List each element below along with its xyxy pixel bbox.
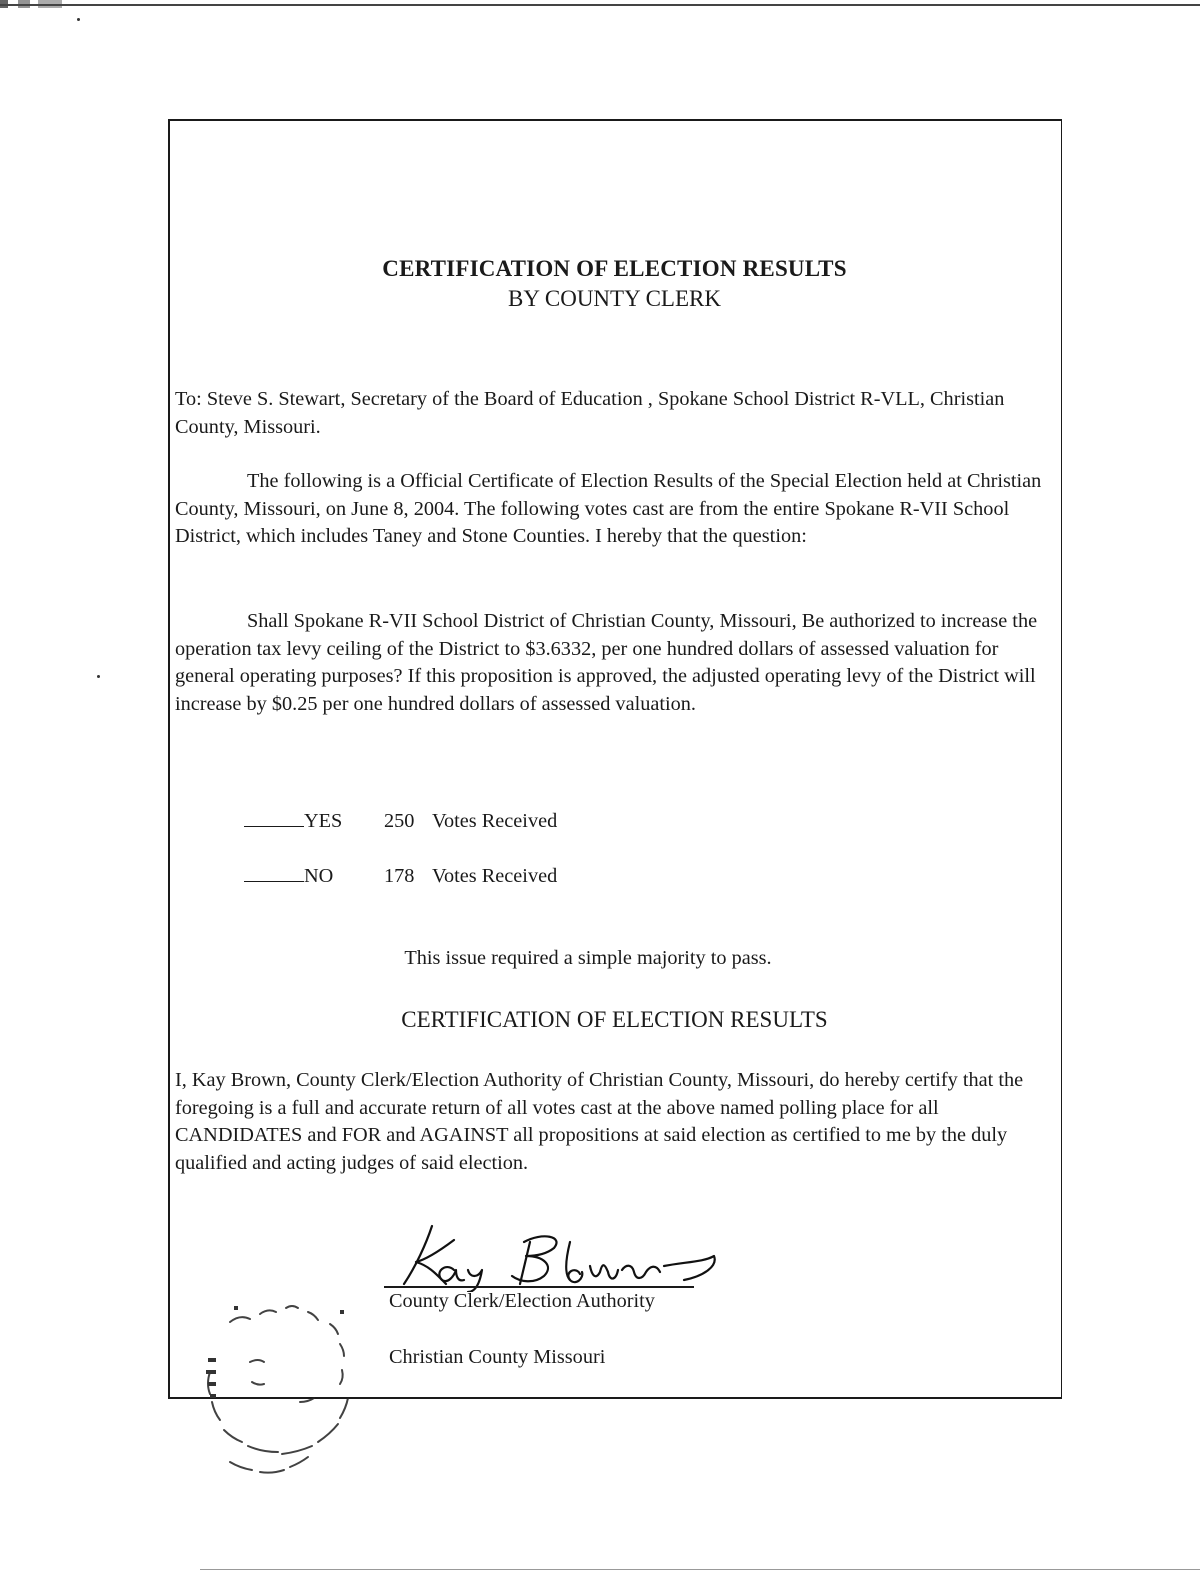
county-seal-stamp (190, 1262, 420, 1492)
certification-paragraph: I, Kay Brown, County Clerk/Election Authority of Christian County, Missouri, do hereby certify that the foregoing is a full and accurate return of all votes cast at the above named polling place for all CANDIDATES and FOR and AGAINST all propositions at said election as certified to me by the duly qualified and acting judges of said election. (175, 1069, 1024, 1174)
majority-note: This issue required a simple majority to pass. (404, 947, 772, 969)
signature-line (384, 1286, 694, 1288)
no-choice: NO (304, 865, 334, 887)
yes-label: Votes Received (432, 810, 558, 832)
election-paragraph: The following is a Official Certificate of Election Results of the Special Election held at Christian County, Missouri, on June 8, 2004. The following votes cast are from the entire Spokane R-VII School District, which includes Taney and Stone Counties. I hereby that the question: (175, 470, 1042, 547)
yes-count: 250 (384, 810, 415, 832)
document-subtitle: BY COUNTY CLERK (508, 286, 721, 311)
heading-block (168, 256, 1061, 312)
clerk-signature (394, 1222, 724, 1292)
scan-speck (97, 675, 100, 678)
addressee-line: To: Steve S. Stewart, Secretary of the Board of Education , Spokane School District R-VLL, Christian County, Missouri. (175, 388, 1005, 438)
scan-top-edge (0, 4, 1200, 6)
yes-blank-line (244, 808, 304, 827)
yes-choice: YES (304, 810, 343, 832)
vote-row-yes (244, 808, 557, 833)
document-title: CERTIFICATION OF ELECTION RESULTS (382, 256, 847, 281)
no-count: 178 (384, 865, 415, 887)
certification-heading: CERTIFICATION OF ELECTION RESULTS (401, 1007, 828, 1032)
scan-bottom-edge (200, 1569, 1200, 1570)
vote-row-no (244, 863, 557, 888)
scan-speck (77, 18, 80, 21)
no-label: Votes Received (432, 865, 558, 887)
no-blank-line (244, 863, 304, 882)
signature-county: Christian County Missouri (389, 1346, 606, 1368)
signature-title: County Clerk/Election Authority (389, 1290, 655, 1312)
question-paragraph: Shall Spokane R-VII School District of Christian County, Missouri, Be authorized to increase the operation tax levy ceiling of the District to $3.6332, per one hundred dollars of assessed valuation for general operating purposes? If this proposition is approved, the adjusted operating levy of the District will increase by $0.25 per one hundred dollars of assessed valuation. (175, 610, 1038, 715)
